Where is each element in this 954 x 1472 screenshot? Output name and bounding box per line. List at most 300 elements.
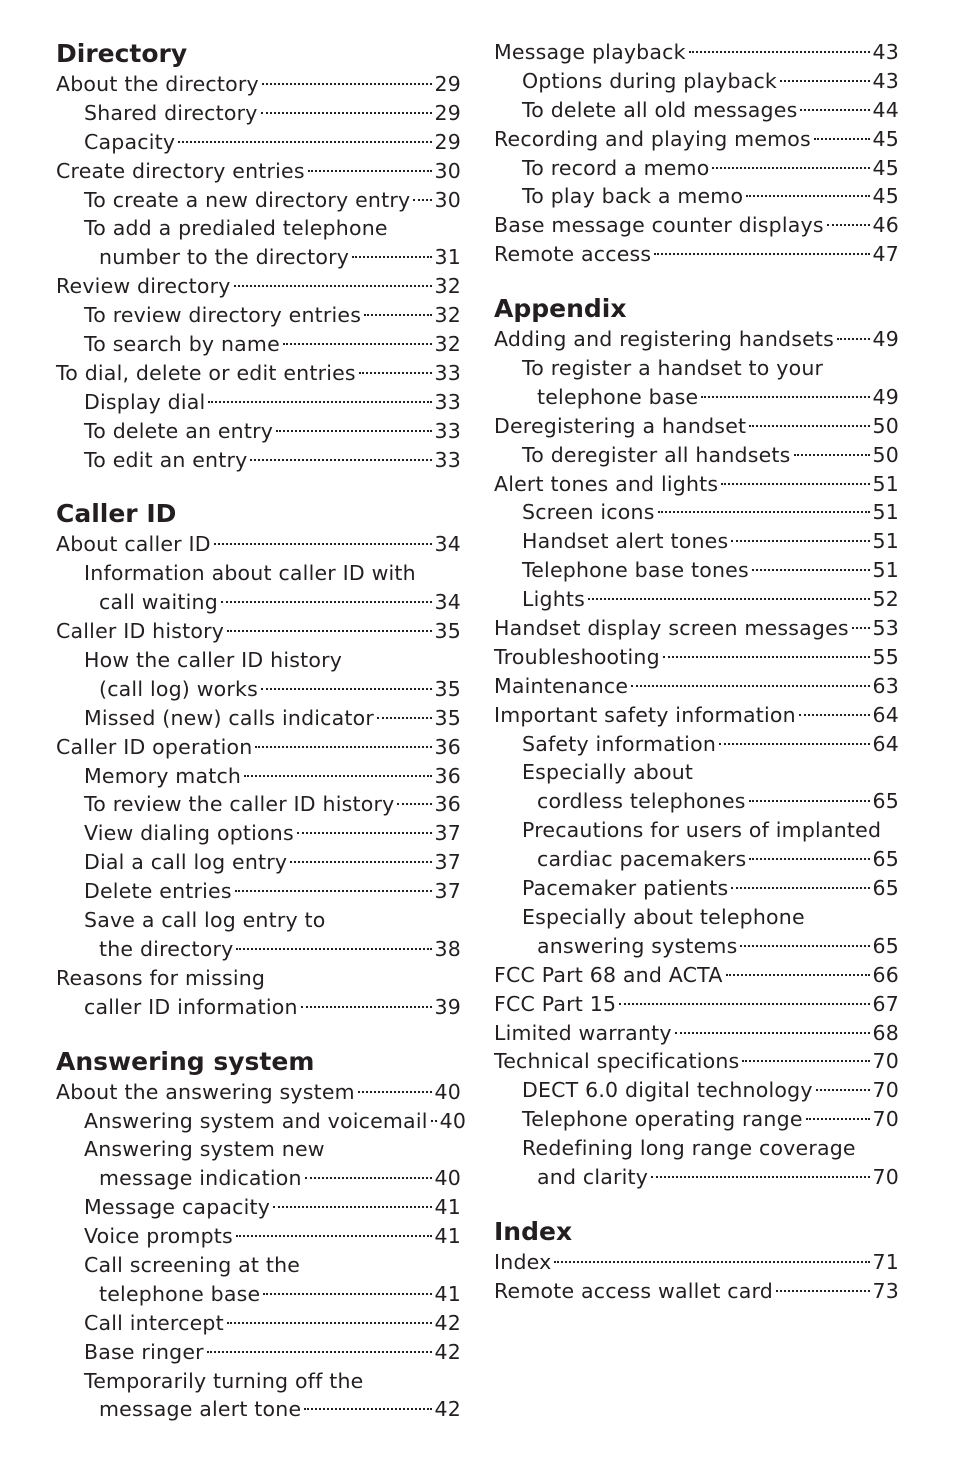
toc-entry-title: Pacemaker patients [522,876,729,901]
toc-entry[interactable] [494,961,899,990]
toc-page-number: 70 [872,1107,899,1132]
toc-page-number: 42 [434,1397,461,1422]
toc-page-number: 65 [872,789,899,814]
toc-entry[interactable] [494,325,899,354]
toc-page-number: 51 [872,471,899,496]
toc-entry[interactable] [56,1164,461,1193]
toc-entry-title: Telephone operating range [522,1107,803,1132]
toc-entry[interactable] [56,617,461,646]
toc-entry-title: Call screening at the [84,1252,301,1277]
toc-entry-title: FCC Part 68 and ACTA [494,962,723,987]
toc-page-number: 39 [434,994,461,1019]
toc-entry[interactable] [56,301,461,330]
toc-entry-title: How the caller ID history [84,648,343,673]
dot-leader [227,630,431,632]
toc-page-number: 73 [872,1278,899,1303]
toc-page-number: 67 [872,991,899,1016]
dot-leader [358,1091,432,1093]
toc-entry-title: Call intercept [84,1310,224,1335]
toc-entry[interactable] [494,758,899,787]
dot-leader [236,1235,432,1237]
dot-leader [308,170,432,172]
toc-entry[interactable] [494,672,899,701]
toc-page-number: 50 [872,413,899,438]
dot-leader [806,1118,870,1120]
toc-entry-title: Handset display screen messages [494,616,849,641]
toc-page-number: 63 [872,673,899,698]
dot-leader [749,858,869,860]
toc-entry[interactable] [494,412,899,441]
dot-leader [250,459,431,461]
toc-entry-title: Important safety information [494,702,796,727]
toc-entry-title: telephone base [537,384,699,409]
toc-entry-title: To delete an entry [84,418,274,443]
toc-page-number: 50 [872,442,899,467]
dot-leader [588,598,869,600]
toc-entry[interactable] [494,845,899,874]
dot-leader [352,256,431,258]
toc-entry-title: Adding and registering handsets [494,327,835,352]
toc-entry-title: To search by name [84,332,280,357]
dot-leader [742,1060,869,1062]
toc-left-column [56,38,467,1424]
section-heading: Index [494,1216,573,1246]
dot-leader [631,685,869,687]
toc-page-number: 40 [434,1166,461,1191]
toc-entry-title: Remote access wallet card [494,1278,774,1303]
toc-entry-title: Troubleshooting [494,644,660,669]
toc-entry[interactable] [494,1248,899,1277]
toc-entry[interactable] [494,125,899,154]
toc-entry-title: Handset alert tones [522,529,729,554]
toc-entry[interactable] [56,128,461,157]
toc-page-number: 45 [872,184,899,209]
dot-leader [305,1177,432,1179]
toc-entry-title: DECT 6.0 digital technology [522,1078,813,1103]
toc-entry[interactable] [494,96,899,125]
toc-entry[interactable] [56,243,461,272]
toc-page-number: 49 [872,327,899,352]
toc-entry[interactable] [494,1105,899,1134]
toc-section-appendix [494,293,899,1192]
toc-entry-title: number to the directory [99,245,350,270]
toc-entry-title: Remote access [494,242,652,267]
dot-leader [675,1032,870,1034]
toc-page-number: 32 [434,303,461,328]
dot-leader [178,141,431,143]
toc-entry[interactable] [56,646,461,675]
toc-entry-title: Shared directory [84,100,258,125]
toc-entry[interactable] [56,1338,461,1367]
toc-page-number: 32 [434,332,461,357]
toc-page-number: 33 [434,360,461,385]
toc-entry-title: To review directory entries [84,303,362,328]
toc-entry[interactable] [494,990,899,1019]
toc-entry[interactable] [494,38,899,67]
toc-entry[interactable] [494,874,899,903]
toc-page-number: 49 [872,384,899,409]
toc-entry[interactable] [494,585,899,614]
toc-entry[interactable] [56,848,461,877]
toc-entry-title: call waiting [99,590,218,615]
toc-entry-title: Capacity [84,129,176,154]
toc-page-number: 34 [434,590,461,615]
toc-entry-title: Options during playback [522,68,777,93]
dot-leader [301,1006,432,1008]
toc-entry[interactable] [56,559,461,588]
toc-entry-title: Limited warranty [494,1020,672,1045]
toc-entry[interactable] [494,470,899,499]
toc-entry-title: cordless telephones [537,789,746,814]
toc-entry[interactable] [494,182,899,211]
dot-leader [413,199,431,201]
toc-entry[interactable] [494,816,899,845]
toc-entry[interactable] [56,272,461,301]
toc-entry[interactable] [56,704,461,733]
toc-entry[interactable] [56,1309,461,1338]
dot-leader [800,109,869,111]
toc-entry[interactable] [56,733,461,762]
toc-entry[interactable] [494,730,899,759]
toc-entry-title: To delete all old messages [522,97,798,122]
toc-entry[interactable] [56,99,461,128]
toc-entry[interactable] [56,790,461,819]
dot-leader [852,627,870,629]
toc-entry[interactable] [56,157,461,186]
toc-page-number: 42 [434,1339,461,1364]
dot-leader [276,430,431,432]
dot-leader [236,948,431,950]
toc-page-number: 35 [434,676,461,701]
toc-entry-title: Deregistering a handset [494,413,747,438]
dot-leader [746,195,869,197]
toc-page-number: 38 [434,936,461,961]
dot-leader [837,338,869,340]
dot-leader [263,1293,431,1295]
dot-leader [377,717,431,719]
toc-page-number: 45 [872,126,899,151]
dot-leader [731,540,869,542]
toc-entry-title: To record a memo [522,155,710,180]
dot-leader [359,372,432,374]
toc-page-number: 55 [872,644,899,669]
toc-entry-title: To play back a memo [522,184,744,209]
toc-entry-title: To create a new directory entry [84,187,411,212]
toc-entry[interactable] [494,211,899,240]
toc-entry-title: About the answering system [56,1079,355,1104]
dot-leader [431,1120,437,1122]
dot-leader [207,1351,432,1353]
toc-entry[interactable] [56,1193,461,1222]
section-heading: Directory [56,39,188,68]
toc-entry-title: Lights [522,587,586,612]
dot-leader [364,314,431,316]
dot-leader [816,1089,870,1091]
toc-page-number: 53 [872,616,899,641]
toc-page-number: 43 [872,68,899,93]
toc-entry-title: Temporarily turning off the [84,1368,364,1393]
toc-page-number: 33 [434,418,461,443]
toc-entry[interactable] [494,498,899,527]
dot-leader [234,285,432,287]
toc-entry-title: To register a handset to your [522,356,824,381]
toc-entry-title: Especially about [522,760,694,785]
toc-entry-title: message indication [99,1166,302,1191]
dot-leader [721,483,869,485]
toc-entry[interactable] [494,614,899,643]
dot-leader [290,861,431,863]
toc-entry-title: Voice prompts [84,1224,233,1249]
toc-entry[interactable] [56,935,461,964]
toc-entry-title: Especially about telephone [522,904,805,929]
toc-entry-title: To review the caller ID history [84,792,395,817]
toc-entry[interactable] [494,1134,899,1163]
toc-entry[interactable] [56,675,461,704]
dot-leader [689,51,870,53]
toc-entry[interactable] [56,186,461,215]
toc-entry-title: Maintenance [494,673,629,698]
toc-section-index [494,1216,899,1306]
dot-leader [740,945,869,947]
dot-leader [397,803,431,805]
dot-leader [749,425,869,427]
toc-section-continued [494,38,899,269]
toc-page-number: 30 [434,187,461,212]
toc-page-number: 51 [872,529,899,554]
toc-entry[interactable] [494,1019,899,1048]
toc-page-number: 37 [434,879,461,904]
toc-page-number: 51 [872,558,899,583]
toc-entry[interactable] [56,446,461,475]
toc-page-number: 70 [872,1164,899,1189]
toc-entry-title: Memory match [84,763,242,788]
toc-entry[interactable] [56,993,461,1022]
toc-page-number: 29 [434,72,461,96]
toc-page-number: 68 [872,1020,899,1045]
toc-page-number: 64 [872,731,899,756]
toc-entry[interactable] [56,877,461,906]
toc-section-directory [56,38,461,474]
toc-page-number: 37 [434,850,461,875]
dot-leader [304,1408,431,1410]
dot-leader [780,80,870,82]
toc-entry[interactable] [494,154,899,183]
toc-page-number: 40 [434,1079,461,1104]
toc-entry[interactable] [494,441,899,470]
toc-entry[interactable] [56,1135,461,1164]
toc-page-number: 41 [434,1281,461,1306]
dot-leader [235,890,432,892]
toc-entry-title: Create directory entries [56,158,305,183]
toc-entry[interactable] [56,417,461,446]
toc-entry[interactable] [56,762,461,791]
toc-entry[interactable] [56,214,461,243]
dot-leader [701,396,869,398]
toc-entry-title: Screen icons [522,500,655,525]
toc-page-number: 43 [872,40,899,64]
toc-entry-title: FCC Part 15 [494,991,617,1016]
toc-page-number: 36 [434,792,461,817]
toc-entry-title: cardiac pacemakers [537,847,747,872]
toc-entry-title: Alert tones and lights [494,471,719,496]
dot-leader [227,1322,432,1324]
toc-entry[interactable] [56,819,461,848]
toc-entry-title: Save a call log entry to [84,908,326,933]
toc-entry[interactable] [56,1107,467,1136]
toc-entry-title: View dialing options [84,821,294,846]
dot-leader [262,83,432,85]
dot-leader [255,746,431,748]
toc-entry-title: Answering system and voicemail [84,1108,428,1133]
toc-entry-title: Redefining long range coverage [522,1136,856,1161]
toc-entry-title: Reasons for missing [56,965,266,990]
dot-leader [663,656,870,658]
toc-entry[interactable] [494,383,899,412]
toc-entry[interactable] [494,903,899,932]
toc-entry[interactable] [56,1078,461,1107]
toc-entry[interactable] [494,701,899,730]
toc-entry-title: Technical specifications [494,1049,740,1074]
dot-leader [297,832,432,834]
toc-entry[interactable] [56,588,461,617]
section-heading: Answering system [56,1046,315,1076]
toc-page-number: 51 [872,500,899,525]
toc-entry[interactable] [56,330,461,359]
toc-entry[interactable] [56,530,461,559]
toc-entry[interactable] [494,1163,899,1192]
toc-entry-title: About caller ID [56,532,211,557]
toc-page-number: 35 [434,705,461,730]
toc-page-number: 31 [434,245,461,270]
toc-entry-title: Safety information [522,731,717,756]
toc-entry[interactable] [56,388,461,417]
toc-page-number: 30 [434,158,461,183]
toc-page-number: 65 [872,847,899,872]
dot-leader [244,775,431,777]
toc-entry[interactable] [494,556,899,585]
toc-entry-title: To deregister all handsets [522,442,791,467]
toc-entry-title: Review directory [56,274,231,299]
dot-leader [731,887,869,889]
toc-entry-title: the directory [99,936,234,961]
toc-entry[interactable] [494,1277,899,1306]
dot-leader [283,343,432,345]
toc-entry-title: Message playback [494,40,686,64]
toc-entry-title: message alert tone [99,1397,302,1422]
toc-entry[interactable] [56,906,461,935]
toc-entry-title: and clarity [537,1164,649,1189]
dot-leader [752,569,870,571]
toc-page-number: 33 [434,447,461,472]
toc-page-number: 34 [434,532,461,557]
toc-entry-title: Caller ID operation [56,734,253,759]
toc-page-number: 29 [434,129,461,154]
toc-page-number: 71 [872,1249,899,1274]
dot-leader [827,224,870,226]
toc-entry-title: To add a predialed telephone [84,216,388,241]
toc-entry[interactable] [494,527,899,556]
toc-entry-title: Dial a call log entry [84,850,288,875]
toc-entry[interactable] [494,932,899,961]
toc-entry[interactable] [56,1222,461,1251]
toc-entry[interactable] [56,1367,461,1396]
toc-page-number: 65 [872,933,899,958]
toc-page-number: 35 [434,619,461,644]
toc-page-number: 40 [439,1108,467,1133]
toc-page-number: 70 [872,1049,899,1074]
toc-entry[interactable] [56,70,461,99]
toc-entry-title: Index [494,1249,552,1274]
toc-entry[interactable] [494,67,899,96]
dot-leader [261,112,432,114]
dot-leader [719,743,869,745]
toc-entry-title: Delete entries [84,879,232,904]
toc-page-number: 44 [872,97,899,122]
toc-page-number: 70 [872,1078,899,1103]
toc-entry[interactable] [56,1251,461,1280]
dot-leader [799,714,870,716]
toc-entry-title: About the directory [56,72,259,96]
toc-entry[interactable] [494,1076,899,1105]
toc-page-number: 33 [434,389,461,414]
toc-entry[interactable] [494,1047,899,1076]
toc-entry-title: To dial, delete or edit entries [56,360,356,385]
toc-page-number: 64 [872,702,899,727]
toc-entry[interactable] [494,354,899,383]
toc-entry[interactable] [56,359,461,388]
dot-leader [749,800,870,802]
dot-leader [554,1261,869,1263]
dot-leader [651,1176,869,1178]
toc-entry-title: Base ringer [84,1339,204,1364]
toc-entry[interactable] [494,787,899,816]
dot-leader [214,543,432,545]
dot-leader [208,401,431,403]
toc-page-number: 42 [434,1310,461,1335]
toc-page-number: 36 [434,763,461,788]
toc-entry[interactable] [494,240,899,269]
toc-entry-title: Answering system new [84,1137,325,1162]
toc-entry-title: Message capacity [84,1195,271,1220]
toc-entry[interactable] [494,643,899,672]
toc-section-caller-id [56,498,461,1021]
dot-leader [776,1290,869,1292]
toc-entry-title: Display dial [84,389,206,414]
toc-entry-title: Precautions for users of implanted [522,818,882,843]
toc-page-number: 29 [434,100,461,125]
toc-page-number: 66 [872,962,899,987]
toc-page-number: 41 [434,1195,461,1220]
toc-entry[interactable] [56,1395,461,1424]
toc-entry-title: Telephone base tones [522,558,749,583]
toc-page-number: 46 [872,213,899,238]
toc-entry-title: To edit an entry [84,447,248,472]
dot-leader [726,974,870,976]
toc-page-number: 65 [872,876,899,901]
dot-leader [619,1003,869,1005]
toc-section-answering-system [56,1046,467,1425]
dot-leader [814,138,870,140]
toc-page-number: 47 [872,242,899,267]
toc-entry-title: caller ID information [84,994,298,1019]
toc-entry[interactable] [56,1280,461,1309]
toc-entry[interactable] [56,964,461,993]
dot-leader [221,601,432,603]
toc-entry-title: Caller ID history [56,619,225,644]
toc-entry-title: telephone base [99,1281,261,1306]
toc-page-number: 41 [434,1224,461,1249]
toc-entry-title: answering systems [537,933,738,958]
